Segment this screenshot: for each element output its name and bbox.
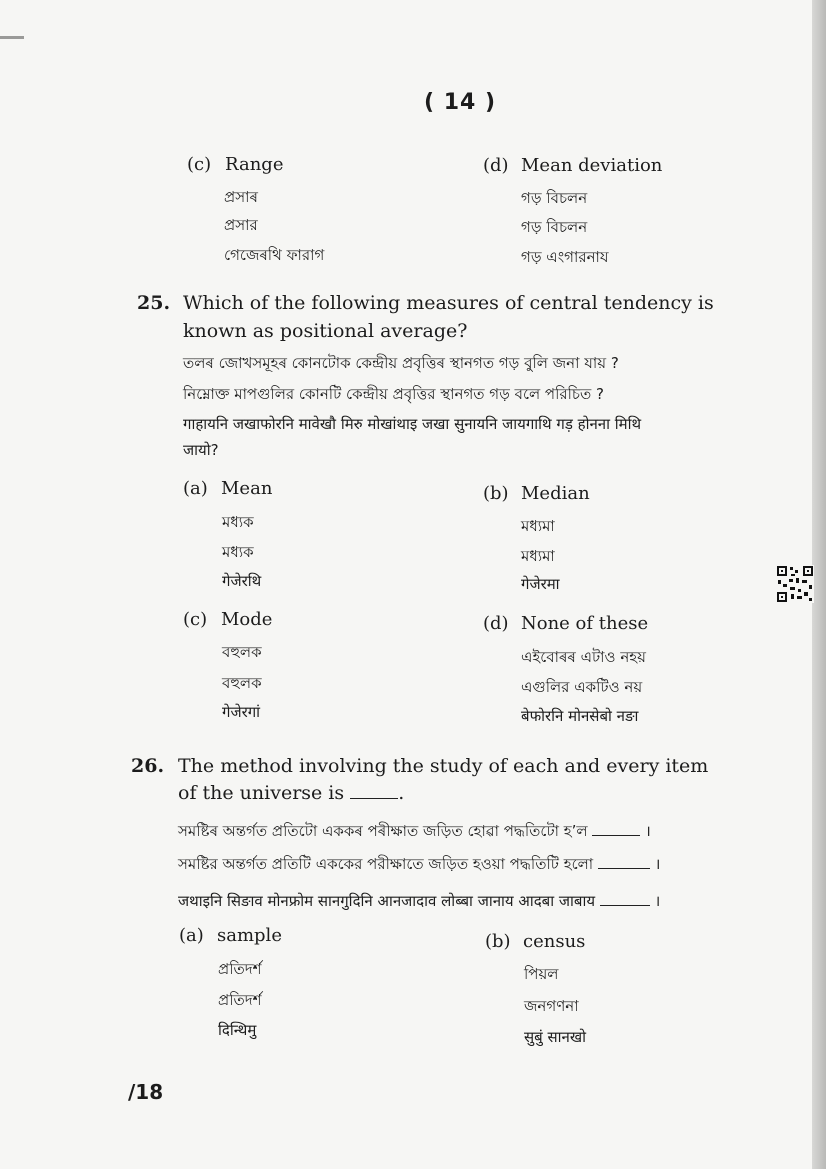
question-bodo-line: [178, 891, 660, 911]
option-a: [179, 925, 282, 946]
question-text-line2: [178, 782, 404, 804]
qr-code-icon: [776, 565, 814, 603]
option-tag: (a): [179, 925, 204, 946]
question-text: of the universe is: [178, 782, 345, 804]
question-bodo: जथाइनि सिङाव मोनफ्रोम सानगुदिनि आनजादाव लोब्बा जानाय आदबा जाबाय: [178, 892, 596, 910]
page-number: ( 14 ): [424, 90, 497, 115]
question-end: .: [398, 782, 405, 804]
question-assamese-line: [178, 820, 651, 845]
option-line: গেজেৰথি ফারাগ: [224, 246, 325, 264]
option-line: প্রসার: [224, 216, 258, 234]
option-d: [483, 613, 648, 634]
question-assamese: তলৰ জোখসমূহৰ কোনটোক কেন্দ্ৰীয় প্ৰবৃত্তিৰ স্থানগত গড় বুলি জনা যায় ?: [183, 354, 619, 372]
option-line: গড় বিচলন: [521, 218, 588, 236]
page-code: /18: [128, 1080, 164, 1104]
option-b: [485, 931, 585, 952]
question-bengali-line: [178, 853, 660, 878]
option-tag: (d): [483, 613, 509, 634]
option-tag: (c): [183, 609, 208, 630]
answer-blank: [592, 835, 640, 836]
corner-mark: [0, 36, 24, 39]
option-line: বহুলক: [222, 643, 262, 661]
option-c: [183, 609, 272, 630]
option-line: बेफोरनि मोनसेबो नङा: [521, 707, 639, 725]
option-line: गेजेरमा: [521, 575, 560, 593]
option-label: Median: [521, 483, 590, 504]
option-label: Range: [225, 154, 284, 175]
option-b: [483, 483, 590, 504]
option-label: census: [523, 931, 586, 952]
question-text: The method involving the study of each and every item: [178, 755, 709, 777]
option-line: এইবোৰৰ এটাও নহয়: [521, 648, 647, 666]
option-line: গড় এংগারনায: [521, 248, 609, 266]
option-line: सुबुं सानखो: [524, 1028, 586, 1046]
danda-mark: ।: [654, 892, 661, 910]
option-line: প্ৰতিদৰ্শ: [218, 960, 262, 978]
option-tag: (c): [187, 154, 212, 175]
prev-option-c: [187, 154, 283, 175]
question-bengali: সমষ্টির অন্তর্গত প্রতিটি এককের পরীক্ষাতে জড়িত হওয়া পদ্ধতিটি হলো: [178, 855, 594, 873]
option-line: दिन्थिमु: [218, 1021, 257, 1039]
question-text: known as positional average?: [183, 320, 468, 342]
option-a: [183, 478, 272, 499]
option-label: Mean: [221, 478, 273, 499]
question-number: 25.: [137, 292, 171, 314]
option-label: sample: [217, 925, 282, 946]
answer-blank: [350, 798, 398, 799]
option-tag: (b): [485, 931, 511, 952]
option-label: None of these: [521, 613, 649, 634]
option-line: গড় বিচলন: [521, 189, 588, 207]
option-line: প্রতিদর্শ: [218, 991, 262, 1009]
question-number: 26.: [131, 755, 165, 777]
option-line: गेजेरगां: [222, 703, 261, 721]
option-tag: (a): [183, 478, 208, 499]
option-tag: (d): [483, 155, 509, 176]
option-line: মধ্যক: [222, 513, 254, 531]
option-label: Mode: [221, 609, 273, 630]
danda-mark: ।: [645, 822, 651, 840]
option-line: বহুলক: [222, 674, 262, 692]
answer-blank: [600, 905, 650, 906]
option-line: জনগণনা: [524, 997, 579, 1015]
option-line: এগুলির একটিও নয়: [521, 678, 643, 696]
answer-blank: [598, 868, 650, 869]
prev-option-d: [483, 155, 662, 176]
question-text: Which of the following measures of central tendency is: [183, 292, 714, 314]
option-line: गेजेरथि: [222, 572, 262, 590]
option-line: প্ৰসাৰ: [224, 188, 258, 206]
option-label: Mean deviation: [521, 155, 663, 176]
option-line: পিয়ল: [524, 965, 559, 983]
question-bengali: নিম্নোক্ত মাপগুলির কোনটি কেন্দ্রীয় প্রবৃত্তির স্থানগত গড় বলে পরিচিত ?: [183, 385, 605, 403]
question-bodo: गाहायनि जखाफोरनि मावेखौ मिरु मोखांथाइ जखा सुनायनि जायगाथि गड़ होनना मिथि: [183, 415, 642, 433]
question-bodo: जायो?: [183, 441, 219, 459]
option-line: মধ্যক: [222, 543, 254, 561]
page-edge-shadow: [812, 0, 826, 1169]
option-line: মধ্যমা: [521, 547, 555, 565]
danda-mark: ।: [654, 855, 661, 873]
option-line: মধ্যমা: [521, 517, 555, 535]
option-tag: (b): [483, 483, 509, 504]
question-assamese: সমষ্টিৰ অন্তৰ্গত প্ৰতিটো এককৰ পৰীক্ষাত জড়িত হোৱা পদ্ধতিটো হ’ল: [178, 822, 588, 840]
